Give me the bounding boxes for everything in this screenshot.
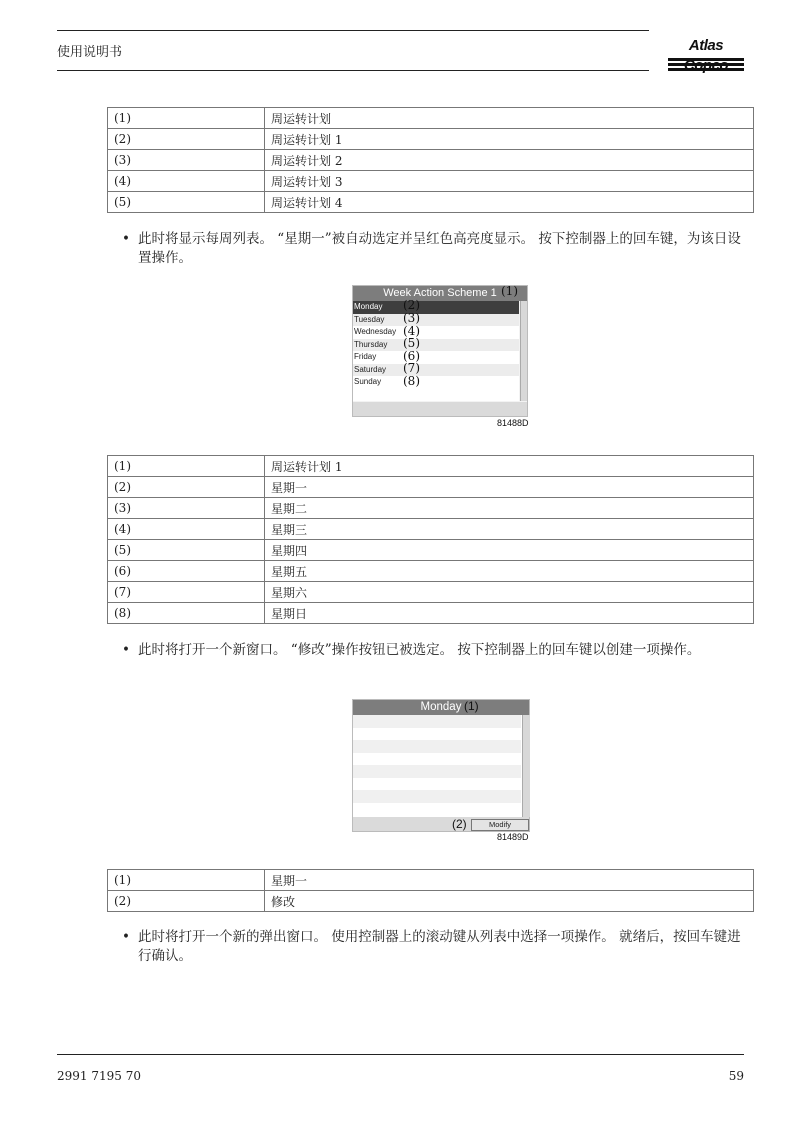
ref-number-cell: (5)	[108, 192, 265, 213]
document-title: 使用说明书	[57, 45, 123, 60]
day-label: Monday	[354, 302, 383, 311]
modify-button[interactable]: Modify	[471, 819, 529, 831]
ref-number-cell: (1)	[108, 870, 265, 891]
table-row	[108, 603, 754, 624]
callout-1: (1)	[501, 284, 518, 298]
logo-stripe	[668, 63, 744, 66]
screen-footer-bar	[353, 402, 527, 416]
week-action-scheme-screen	[352, 285, 528, 417]
description-cell: 星期六	[265, 582, 754, 603]
day-row-monday[interactable]	[353, 298, 519, 314]
list-row	[353, 715, 521, 728]
table-row	[108, 150, 754, 171]
callout-3: (3)	[403, 311, 420, 325]
ref-number-cell: (1)	[108, 108, 265, 129]
screen-footer-bar	[353, 817, 529, 831]
description-cell: 星期一	[265, 477, 754, 498]
page-number: 59	[728, 1069, 744, 1083]
day-label: Saturday	[354, 364, 387, 374]
callout-8: (8)	[403, 374, 420, 388]
list-row	[353, 778, 521, 791]
day-label: Friday	[354, 352, 377, 361]
table-row	[108, 870, 754, 891]
screen-title	[353, 700, 529, 715]
description-cell: 周运转计划 1	[265, 129, 754, 150]
day-label: Thursday	[354, 339, 388, 349]
ref-number-cell: (3)	[108, 498, 265, 519]
ref-number-cell: (2)	[108, 891, 265, 912]
document-number: 2991 7195 70	[57, 1069, 141, 1083]
day-label: Wednesday	[354, 327, 397, 336]
table-row	[108, 891, 754, 912]
description-cell: 周运转计划 2	[265, 150, 754, 171]
description-cell: 星期一	[265, 870, 754, 891]
logo-stripe	[668, 58, 744, 61]
day-row-thursday[interactable]	[353, 336, 519, 352]
legend-table-1	[107, 107, 754, 213]
screen-title-text: Monday	[420, 701, 462, 713]
brand-logo-text: Atlas	[688, 37, 724, 54]
description-cell: 周运转计划 4	[265, 192, 754, 213]
ref-number-cell: (2)	[108, 129, 265, 150]
instruction-3	[122, 928, 747, 966]
ref-number-cell: (4)	[108, 519, 265, 540]
list-row	[353, 765, 521, 778]
day-label: Sunday	[354, 377, 382, 386]
day-row-tuesday[interactable]	[353, 311, 519, 327]
screen-title-text: Week Action Scheme 1	[383, 287, 497, 299]
list-row	[353, 803, 521, 816]
description-cell: 星期日	[265, 603, 754, 624]
legend-table-3	[107, 869, 754, 912]
day-list	[353, 298, 519, 401]
list-row	[353, 790, 521, 803]
instruction-text: 此时将显示每周列表。 “星期一”被自动选定并呈红色高亮度显示。 按下控制器上的回车键，为该日设置操作。	[138, 231, 741, 266]
logo-stripe	[668, 68, 744, 71]
ref-number-cell: (6)	[108, 561, 265, 582]
callout-4: (4)	[403, 324, 420, 338]
table-row	[108, 129, 754, 150]
description-cell: 星期三	[265, 519, 754, 540]
table-row	[108, 540, 754, 561]
legend-table-2	[107, 455, 754, 624]
footer-rule	[57, 1054, 744, 1055]
scrollbar[interactable]	[522, 715, 530, 817]
table-row	[108, 477, 754, 498]
description-cell: 周运转计划 1	[265, 456, 754, 477]
instruction-2	[122, 641, 747, 660]
table-row	[108, 498, 754, 519]
table-row	[108, 456, 754, 477]
table-row	[108, 108, 754, 129]
instruction-1	[122, 230, 747, 268]
ref-number-cell: (8)	[108, 603, 265, 624]
day-row-sunday[interactable]	[353, 376, 519, 389]
description-cell: 星期二	[265, 498, 754, 519]
instruction-text: 此时将打开一个新窗口。 “修改”操作按钮已被选定。 按下控制器上的回车键以创建一项操作。	[138, 642, 701, 658]
ref-number-cell: (7)	[108, 582, 265, 603]
list-row	[353, 728, 521, 741]
day-row-friday[interactable]	[353, 351, 519, 364]
instruction-text: 此时将打开一个新的弹出窗口。 使用控制器上的滚动键从列表中选择一项操作。 就绪后，按回车键进行确认。	[138, 929, 741, 964]
day-row-wednesday[interactable]	[353, 326, 519, 339]
brand-logo	[668, 36, 744, 71]
table-row	[108, 192, 754, 213]
description-cell: 修改	[265, 891, 754, 912]
callout-2: (2)	[403, 298, 420, 312]
ref-number-cell: (2)	[108, 477, 265, 498]
table-row	[108, 561, 754, 582]
description-cell: 星期四	[265, 540, 754, 561]
bullet-dot: •	[122, 929, 130, 945]
description-cell: 周运转计划	[265, 108, 754, 129]
bullet-dot: •	[122, 231, 130, 247]
list-row	[353, 753, 521, 766]
callout-button: (2)	[452, 817, 467, 831]
table-row	[108, 519, 754, 540]
ref-number-cell: (4)	[108, 171, 265, 192]
ref-number-cell: (3)	[108, 150, 265, 171]
monday-screen	[352, 699, 530, 832]
callout-6: (6)	[403, 349, 420, 363]
header-rule-bottom	[57, 70, 649, 71]
callout-5: (5)	[403, 336, 420, 350]
list-row	[353, 740, 521, 753]
table-row	[108, 582, 754, 603]
bullet-dot: •	[122, 642, 130, 658]
figure-id-2: 81489D	[497, 832, 529, 842]
table-row	[108, 171, 754, 192]
ref-number-cell: (1)	[108, 456, 265, 477]
day-label: Tuesday	[354, 314, 385, 324]
description-cell: 周运转计划 3	[265, 171, 754, 192]
scrollbar[interactable]	[520, 301, 527, 401]
ref-number-cell: (5)	[108, 540, 265, 561]
day-row-saturday[interactable]	[353, 361, 519, 377]
callout-7: (7)	[403, 361, 420, 375]
header-rule-top	[57, 30, 649, 31]
callout-title: (1)	[464, 699, 479, 713]
description-cell: 星期五	[265, 561, 754, 582]
figure-id-1: 81488D	[497, 418, 529, 428]
